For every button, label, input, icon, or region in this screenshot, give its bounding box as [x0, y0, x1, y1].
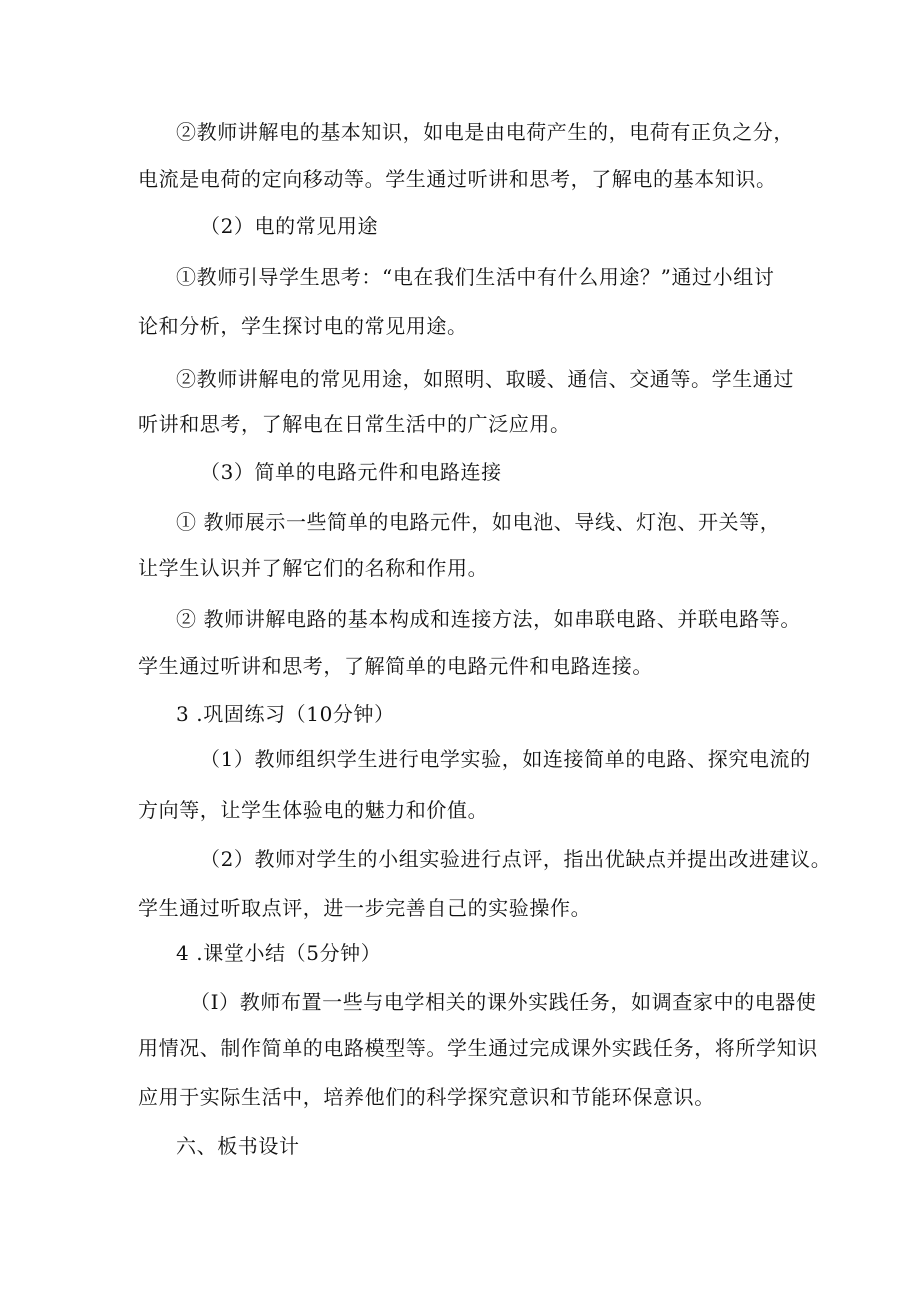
paragraph-line: （2）教师对学生的小组实验进行点评，指出优缺点并提出改进建议。	[200, 847, 832, 871]
paragraph-line: 应用于实际生活中，培养他们的科学探究意识和节能环保意识。	[138, 1085, 715, 1109]
paragraph-line: ② 教师讲解电路的基本构成和连接方法，如串联电路、并联电路等。	[176, 607, 801, 631]
paragraph-line: ① 教师展示一些简单的电路元件，如电池、导线、灯泡、开关等，	[176, 510, 781, 534]
paragraph-line: 电流是电荷的定向移动等。学生通过听讲和思考，了解电的基本知识。	[138, 167, 777, 191]
paragraph-line: ②教师讲解电的常见用途，如照明、取暖、通信、交通等。学生通过	[176, 367, 794, 391]
section-heading: 3 .巩固练习（10分钟）	[176, 702, 395, 726]
section-heading: （2）电的常见用途	[200, 214, 379, 238]
section-heading: 六、板书设计	[176, 1134, 300, 1158]
paragraph-line: 让学生认识并了解它们的名称和作用。	[138, 556, 489, 580]
paragraph-line: 方向等，让学生体验电的魅力和价值。	[138, 798, 489, 822]
paragraph-line: 学生通过听取点评，进一步完善自己的实验操作。	[138, 896, 592, 920]
section-heading: 4 .课堂小结（5分钟）	[176, 941, 382, 965]
section-heading: （3）简单的电路元件和电路连接	[200, 460, 502, 484]
paragraph-line: （1）教师组织学生进行电学实验，如连接简单的电路、探究电流的	[200, 747, 811, 771]
paragraph-line: ②教师讲解电的基本知识，如电是由电荷产生的，电荷有正负之分，	[176, 120, 794, 144]
paragraph-line: 学生通过听讲和思考，了解简单的电路元件和电路连接。	[138, 654, 653, 678]
paragraph-line: 听讲和思考，了解电在日常生活中的广泛应用。	[138, 412, 571, 436]
paragraph-line: ①教师引导学生思考：“电在我们生活中有什么用途？”通过小组讨	[176, 265, 775, 289]
paragraph-line: 用情况、制作简单的电路模型等。学生通过完成课外实践任务，将所学知识	[138, 1036, 818, 1060]
paragraph-line: 论和分析，学生探讨电的常见用途。	[138, 314, 468, 338]
paragraph-line: （I）教师布置一些与电学相关的课外实践任务，如调查家中的电器使	[190, 990, 817, 1014]
